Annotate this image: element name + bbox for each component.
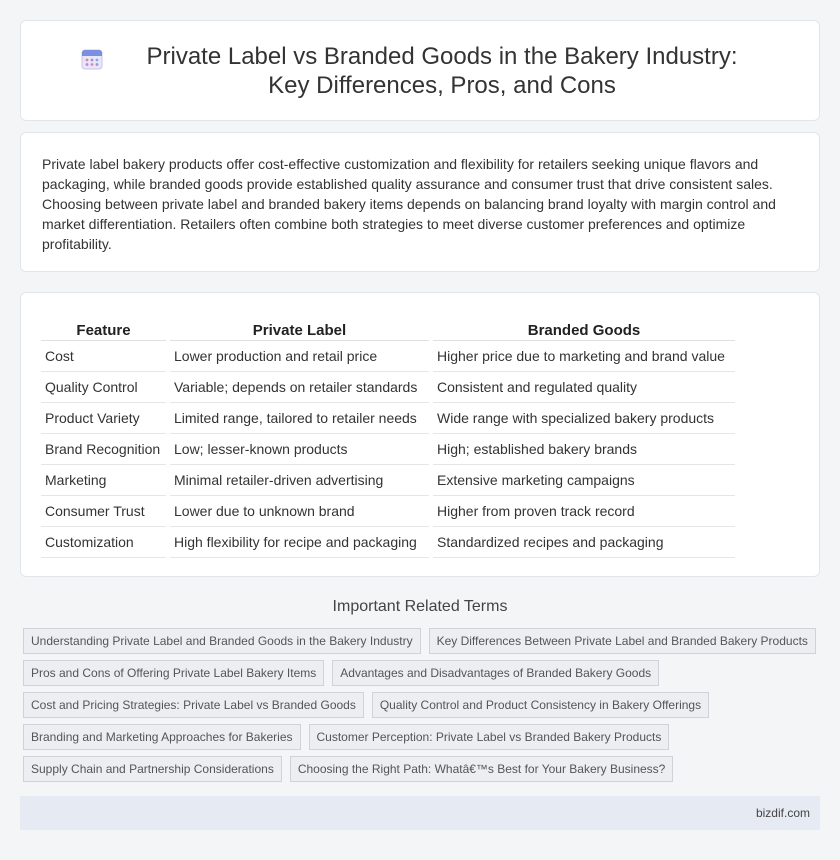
- intro-paragraph: Private label bakery products offer cost-effective customization and flexibility for retailers seeking unique flavors and packaging, while branded goods provide established quality assurance and consumer trust that drive consistent sales. Choosing between private label and branded bakery items depends on balancing brand loyalty with margin control and market differentiation. Retailers often combine both strategies to meet diverse customer preferences and optimize profitability.: [42, 156, 776, 252]
- table-cell-feature: Customization: [41, 527, 166, 558]
- related-term-link[interactable]: Supply Chain and Partnership Considerations: [23, 756, 282, 782]
- table-cell-branded-goods: Consistent and regulated quality: [433, 372, 735, 403]
- table-cell-feature: Product Variety: [41, 403, 166, 434]
- table-cell-private-label: Minimal retailer-driven advertising: [170, 465, 429, 496]
- table-cell-feature: Marketing: [41, 465, 166, 496]
- calendar-icon: [81, 48, 103, 70]
- related-term-link[interactable]: Understanding Private Label and Branded Goods in the Bakery Industry: [23, 628, 421, 654]
- table-cell-branded-goods: Wide range with specialized bakery products: [433, 403, 735, 434]
- related-term-link[interactable]: Branding and Marketing Approaches for Bakeries: [23, 724, 301, 750]
- table-cell-private-label: Variable; depends on retailer standards: [170, 372, 429, 403]
- table-cell-feature: Quality Control: [41, 372, 166, 403]
- intro-card: [20, 132, 820, 272]
- related-term-link[interactable]: Choosing the Right Path: Whatâ€™s Best for Your Bakery Business?: [290, 756, 674, 782]
- title-card: [20, 20, 820, 121]
- table-cell-feature: Consumer Trust: [41, 496, 166, 527]
- table-cell-private-label: High flexibility for recipe and packaging: [170, 527, 429, 558]
- comparison-table: [37, 311, 739, 558]
- table-cell-branded-goods: High; established bakery brands: [433, 434, 735, 465]
- footer: [20, 796, 820, 830]
- table-row: [41, 496, 735, 527]
- related-terms-list: [23, 628, 823, 782]
- related-term-link[interactable]: Customer Perception: Private Label vs Branded Bakery Products: [309, 724, 670, 750]
- table-cell-branded-goods: Standardized recipes and packaging: [433, 527, 735, 558]
- table-header-row: [41, 311, 735, 341]
- table-row: [41, 527, 735, 558]
- table-row: [41, 372, 735, 403]
- header-feature: Feature: [41, 311, 166, 341]
- table-cell-private-label: Low; lesser-known products: [170, 434, 429, 465]
- related-term-link[interactable]: Key Differences Between Private Label and Branded Bakery Products: [429, 628, 816, 654]
- page-title: Private Label vs Branded Goods in the Bakery Industry: Key Differences, Pros, and Cons: [146, 42, 738, 99]
- related-term-link[interactable]: Cost and Pricing Strategies: Private Label vs Branded Goods: [23, 692, 364, 718]
- table-cell-private-label: Limited range, tailored to retailer needs: [170, 403, 429, 434]
- header-branded-goods: Branded Goods: [433, 311, 735, 341]
- table-cell-feature: Cost: [41, 341, 166, 372]
- table-cell-private-label: Lower due to unknown brand: [170, 496, 429, 527]
- related-terms-title: Important Related Terms: [332, 598, 508, 615]
- table-row: [41, 465, 735, 496]
- table-row: [41, 434, 735, 465]
- related-term-link[interactable]: Advantages and Disadvantages of Branded Bakery Goods: [332, 660, 659, 686]
- header-private-label: Private Label: [170, 311, 429, 341]
- table-cell-branded-goods: Higher price due to marketing and brand value: [433, 341, 735, 372]
- table-cell-private-label: Lower production and retail price: [170, 341, 429, 372]
- table-row: [41, 403, 735, 434]
- table-cell-branded-goods: Extensive marketing campaigns: [433, 465, 735, 496]
- related-term-link[interactable]: Pros and Cons of Offering Private Label Bakery Items: [23, 660, 324, 686]
- related-term-link[interactable]: Quality Control and Product Consistency in Bakery Offerings: [372, 692, 709, 718]
- comparison-table-card: [20, 292, 820, 577]
- table-cell-feature: Brand Recognition: [41, 434, 166, 465]
- table-row: [41, 341, 735, 372]
- footer-site-link[interactable]: bizdif.com: [755, 806, 810, 820]
- table-cell-branded-goods: Higher from proven track record: [433, 496, 735, 527]
